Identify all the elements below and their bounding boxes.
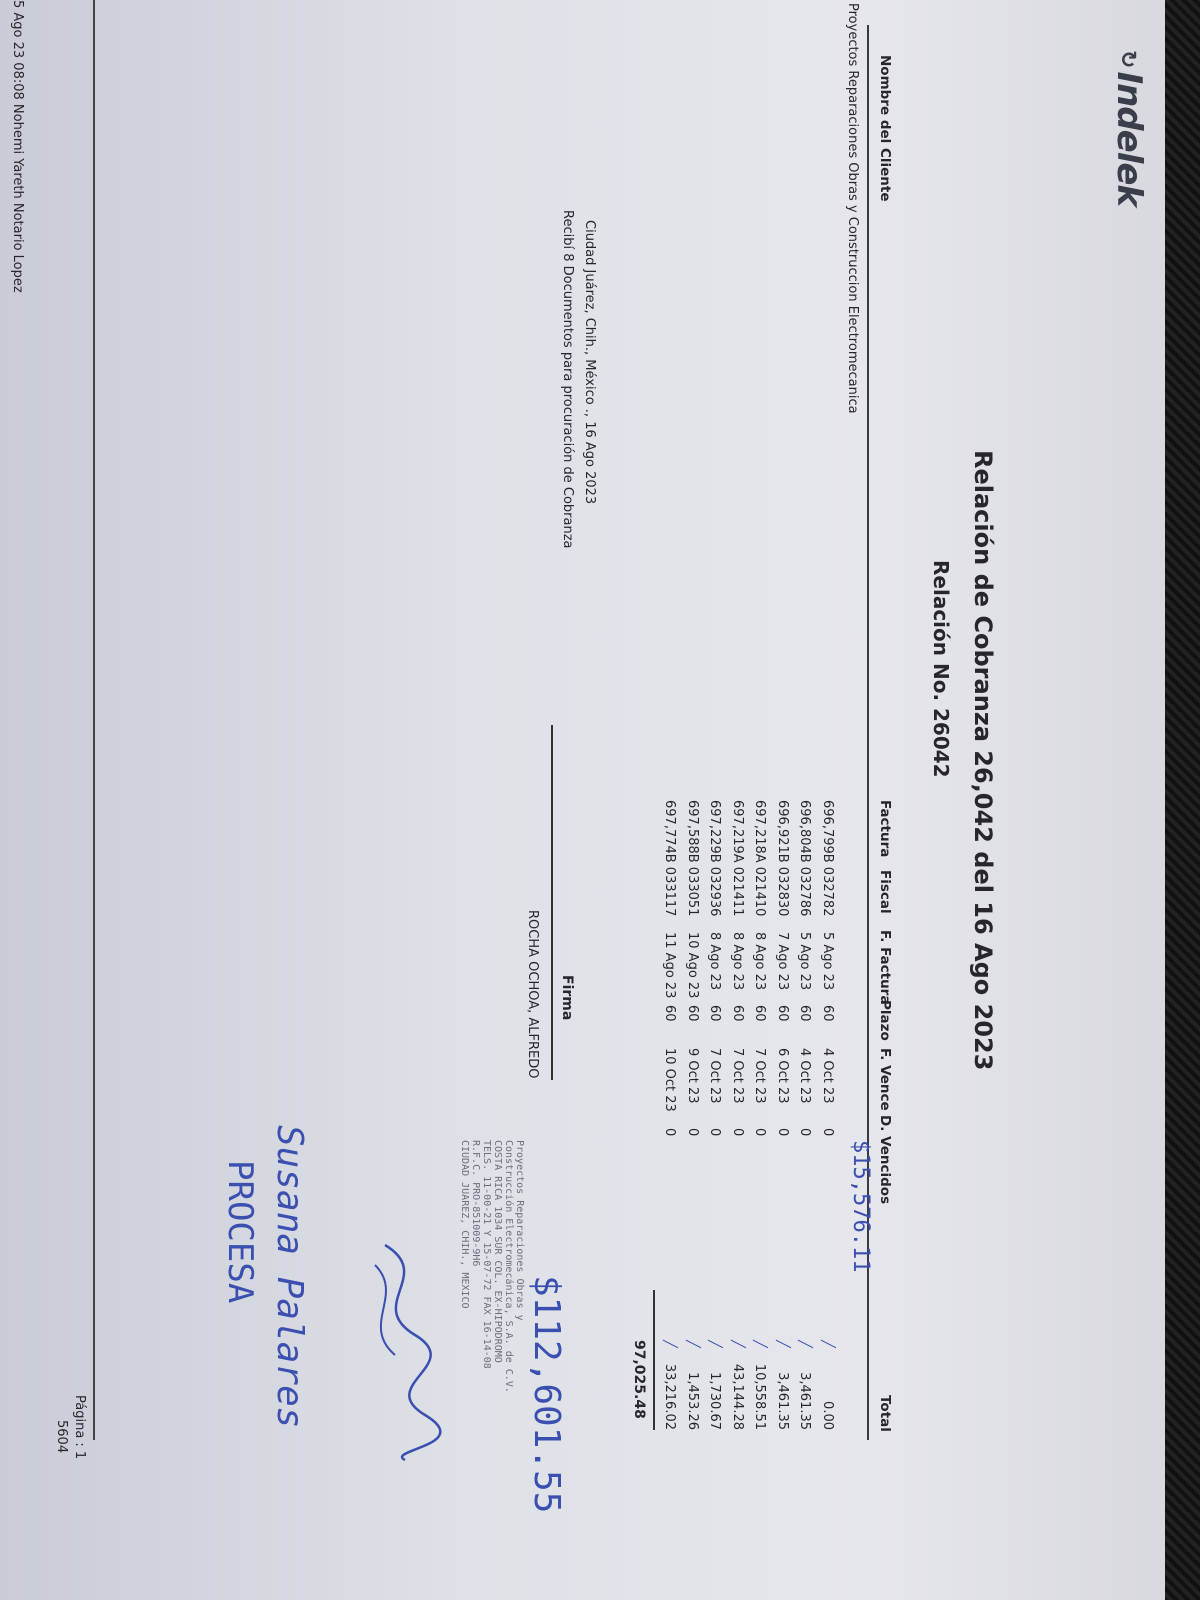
client-name: Proyectos Reparaciones Obras y Construccion Electromecanica (845, 3, 860, 414)
cell-total: 43,144.28 (730, 1363, 745, 1430)
cell-f-vence: 4 Oct 23 (820, 1048, 835, 1104)
total-rule (654, 1290, 656, 1430)
checkmark-icon: ╱ (707, 1340, 723, 1348)
cell-f-vence: 7 Oct 23 (752, 1048, 768, 1104)
checkmark-icon: ╱ (662, 1340, 678, 1348)
cell-total: 3,461.35 (797, 1372, 813, 1430)
logo-text: Indelek (1109, 71, 1149, 207)
place-date: Ciudad Juárez, Chih., México ., 16 Ago 2023 (582, 220, 597, 505)
handwritten-amount-2: $112,601.55 (526, 1275, 567, 1514)
cell-f-factura: 5 Ago 23 (820, 932, 835, 991)
checkmark-icon: ╱ (685, 1340, 700, 1348)
cell-plazo: 60 (820, 1005, 835, 1022)
handwritten-signature: Susana Palares (269, 1125, 310, 1429)
col-header-cliente: Nombre del Cliente (877, 55, 893, 202)
cell-f-factura: 10 Ago 23 (685, 932, 700, 999)
cell-plazo: 60 (797, 1005, 813, 1022)
document-title: Relación de Cobranza 26,042 del 16 Ago 2023 (969, 450, 997, 1071)
footer-rule (94, 0, 96, 1440)
cell-plazo: 60 (775, 1005, 790, 1022)
grand-total: 97,025.48 (631, 1340, 647, 1419)
cell-f-factura: 8 Ago 23 (707, 932, 723, 991)
cell-d-vencidos: 0 (775, 1128, 790, 1137)
company-stamp: Proyectos Reparaciones Obras y Construcción Electromecánica, S.A. de C.V. COSTA RICA 1034 SUR COL. EX-HIPODROMO TELS. 11-00-21 Y 15-07-72 FAX 16-14-08 R.F.C. PRO-851009-9H6 CIUDAD JUAREZ, CHIH., MEXICO (459, 1140, 525, 1393)
cell-factura: 697,229B 032936 (707, 800, 723, 917)
checkmark-icon: ╱ (797, 1340, 813, 1348)
cell-d-vencidos: 0 (752, 1128, 768, 1137)
cell-f-vence: 6 Oct 23 (775, 1048, 790, 1104)
cell-total: 1,453.26 (685, 1372, 700, 1430)
cell-f-vence: 7 Oct 23 (707, 1048, 723, 1104)
cell-total: 0.00 (820, 1401, 835, 1430)
cell-f-vence: 7 Oct 23 (730, 1048, 745, 1104)
print-timestamp: 5 Ago 23 08:08 Nohemi Yareth Notario Lopez (10, 0, 25, 293)
handwritten-amount-1: $15,576.11 (848, 1140, 873, 1273)
handwritten-company: PROCESA (220, 1160, 260, 1304)
checkmark-icon: ╱ (730, 1340, 745, 1348)
cell-f-factura: 7 Ago 23 (775, 932, 790, 991)
checkmark-icon: ╱ (752, 1340, 768, 1348)
cell-f-vence: 10 Oct 23 (662, 1048, 678, 1112)
col-header-f-factura: F. Factura (877, 930, 893, 1005)
received-note: Recibí 8 Documentos para procuración de Cobranza (560, 210, 575, 549)
cell-d-vencidos: 0 (707, 1128, 723, 1137)
cell-plazo: 60 (707, 1005, 723, 1022)
signature-label: Firma (559, 975, 575, 1021)
cell-f-factura: 8 Ago 23 (752, 932, 768, 991)
cell-factura: 697,774B 033117 (662, 800, 678, 917)
signature-scribble (355, 1235, 445, 1465)
cell-factura: 696,921B 032830 (775, 800, 790, 917)
checkmark-icon: ╱ (775, 1340, 790, 1348)
col-header-total: Total (877, 1395, 893, 1432)
page-number: Página : 1 (72, 1395, 87, 1460)
cell-total: 1,730.67 (707, 1372, 723, 1430)
col-header-f-vence: F. Vence (877, 1048, 893, 1111)
cell-total: 3,461.35 (775, 1372, 790, 1430)
cell-total: 33,216.02 (662, 1363, 678, 1430)
cell-d-vencidos: 0 (797, 1128, 813, 1137)
cell-total: 10,558.51 (752, 1363, 768, 1430)
cell-f-vence: 9 Oct 23 (685, 1048, 700, 1104)
cell-plazo: 60 (730, 1005, 745, 1022)
cell-factura: 697,219A 021411 (730, 800, 745, 917)
cell-f-factura: 11 Ago 23 (662, 932, 678, 999)
company-logo (1109, 50, 1149, 206)
cell-factura: 697,588B 033051 (685, 800, 700, 917)
signer-name: ROCHA OCHOA, ALFREDO (525, 910, 540, 1079)
cell-plazo: 60 (662, 1005, 678, 1022)
cell-f-vence: 4 Oct 23 (797, 1048, 813, 1104)
cell-d-vencidos: 0 (685, 1128, 700, 1137)
document-subtitle: Relación No. 26042 (929, 560, 953, 778)
col-header-d-vencidos: D. Vencidos (877, 1115, 893, 1205)
signature-rule (552, 725, 554, 1080)
cell-plazo: 60 (685, 1005, 700, 1022)
document-code: 5604 (54, 1420, 69, 1454)
cell-d-vencidos: 0 (730, 1128, 745, 1137)
cell-f-factura: 5 Ago 23 (797, 932, 813, 991)
cell-factura: 696,799B 032782 (820, 800, 835, 917)
cell-d-vencidos: 0 (662, 1128, 678, 1137)
checkmark-icon: ╱ (820, 1340, 835, 1348)
cell-plazo: 60 (752, 1005, 768, 1022)
col-header-fiscal: Fiscal (877, 870, 893, 914)
col-header-factura: Factura (877, 800, 893, 858)
logo-swirl-icon: ↻ (1115, 50, 1140, 68)
cell-d-vencidos: 0 (820, 1128, 835, 1137)
col-header-plazo: Plazo (877, 1000, 893, 1041)
cell-f-factura: 8 Ago 23 (730, 932, 745, 991)
cell-factura: 696,804B 032786 (797, 800, 813, 917)
cell-factura: 697,218A 021410 (752, 800, 768, 917)
